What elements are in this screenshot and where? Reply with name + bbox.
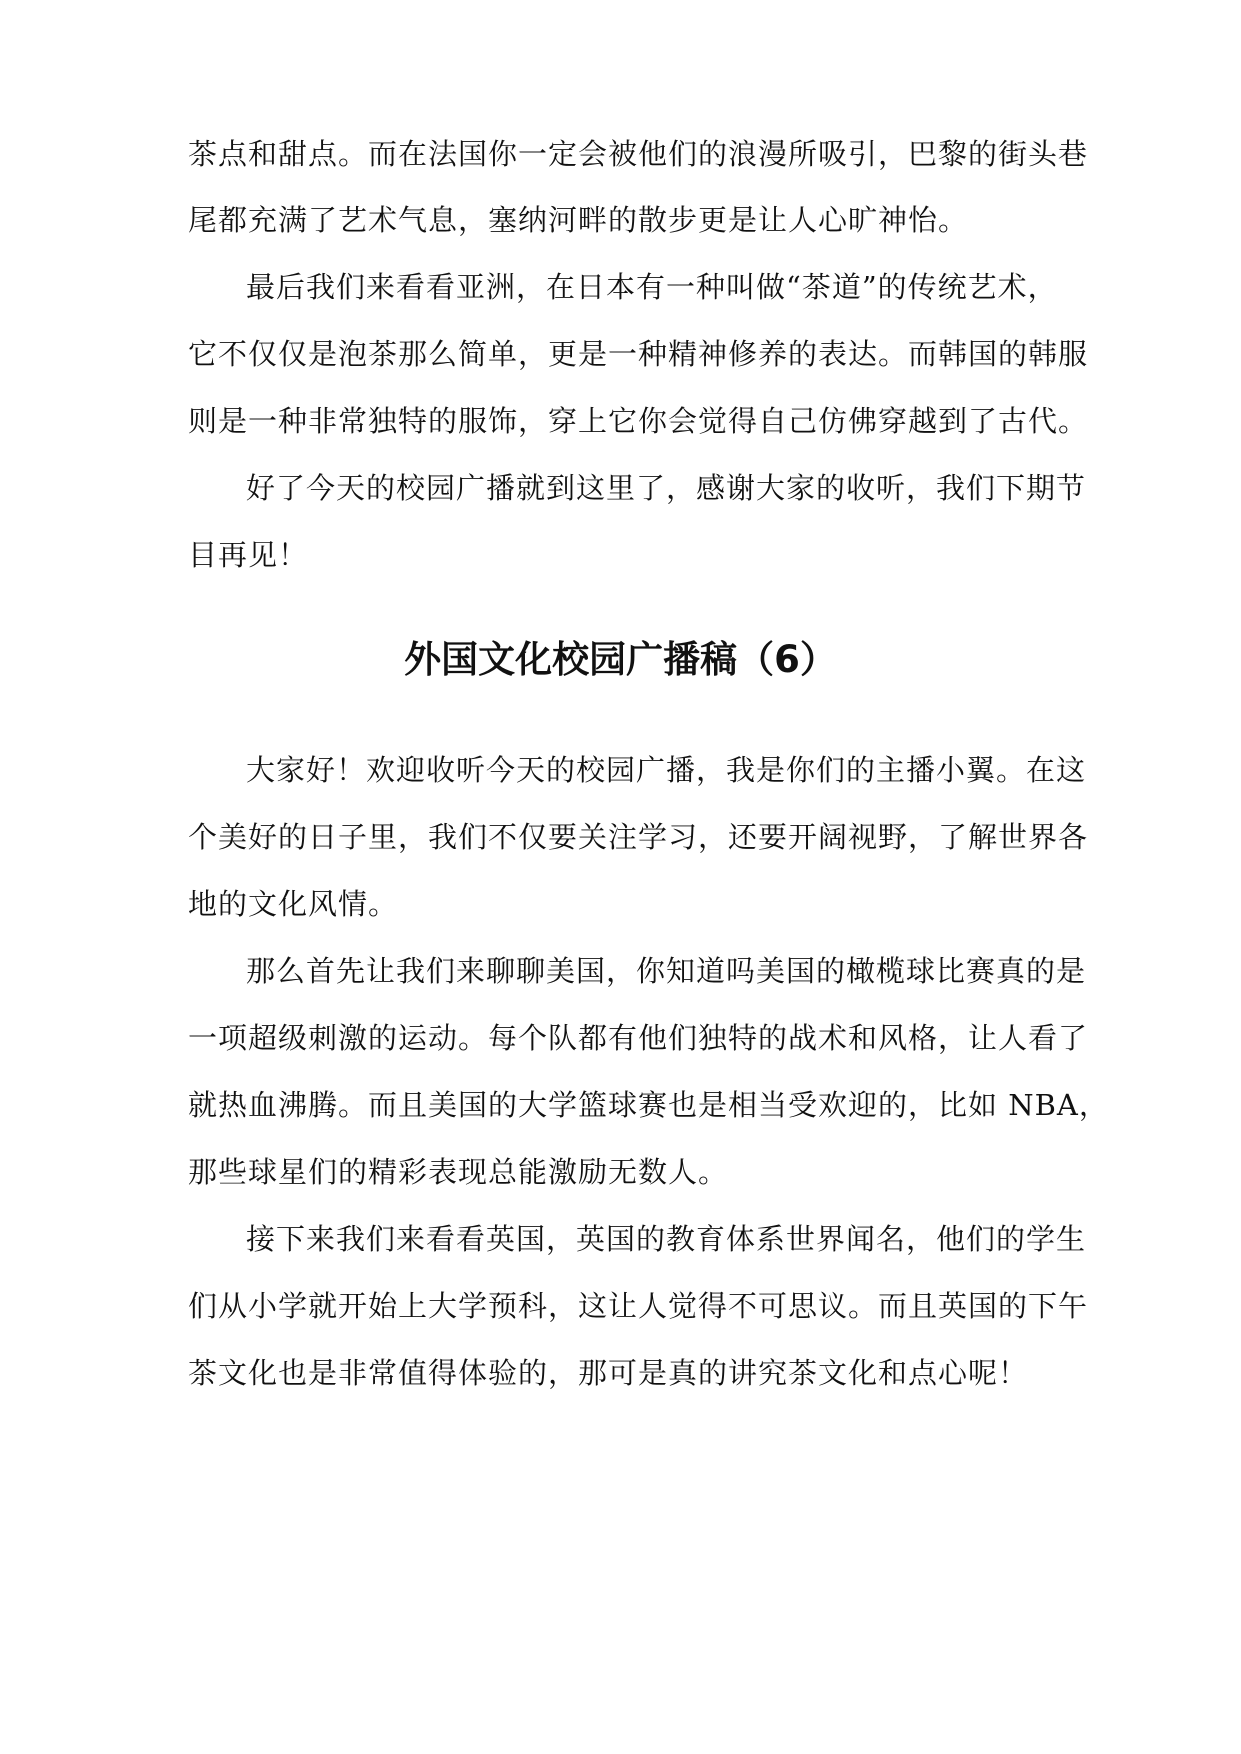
paragraph-line: 则是一种非常独特的服饰，穿上它你会觉得自己仿佛穿越到了古代。 bbox=[188, 404, 1089, 438]
paragraph-line: 目再见！ bbox=[188, 538, 309, 572]
paragraph-line: 一项超级刺激的运动。每个队都有他们独特的战术和风格，让人看了 bbox=[188, 1021, 1089, 1055]
paragraph-line: 它不仅仅是泡茶那么简单，更是一种精神修养的表达。而韩国的韩服 bbox=[188, 337, 1089, 371]
paragraph-line: 最后我们来看看亚洲，在日本有一种叫做“茶道”的传统艺术， bbox=[246, 270, 1058, 304]
paragraph-line: 大家好！欢迎收听今天的校园广播，我是你们的主播小翼。在这 bbox=[246, 753, 1087, 787]
paragraph-line: 那么首先让我们来聊聊美国，你知道吗美国的橄榄球比赛真的是 bbox=[246, 954, 1087, 988]
paragraph-line: 好了今天的校园广播就到这里了，感谢大家的收听，我们下期节 bbox=[246, 471, 1087, 505]
paragraph-line: 地的文化风情。 bbox=[188, 887, 399, 921]
paragraph-line: 茶文化也是非常值得体验的，那可是真的讲究茶文化和点心呢！ bbox=[188, 1356, 1029, 1390]
paragraph-line: 就热血沸腾。而且美国的大学篮球赛也是相当受欢迎的，比如 NBA， bbox=[188, 1088, 1109, 1122]
paragraph-line: 茶点和甜点。而在法国你一定会被他们的浪漫所吸引，巴黎的街头巷 bbox=[188, 137, 1089, 171]
paragraph-line: 尾都充满了艺术气息，塞纳河畔的散步更是让人心旷神怡。 bbox=[188, 203, 969, 237]
paragraph-line: 接下来我们来看看英国，英国的教育体系世界闻名，他们的学生 bbox=[246, 1222, 1087, 1256]
paragraph-line: 们从小学就开始上大学预科，这让人觉得不可思议。而且英国的下午 bbox=[188, 1289, 1089, 1323]
page-title: 外国文化校园广播稿（6） bbox=[404, 638, 837, 681]
paragraph-line: 那些球星们的精彩表现总能激励无数人。 bbox=[188, 1155, 729, 1189]
paragraph-line: 个美好的日子里，我们不仅要关注学习，还要开阔视野，了解世界各 bbox=[188, 820, 1089, 854]
